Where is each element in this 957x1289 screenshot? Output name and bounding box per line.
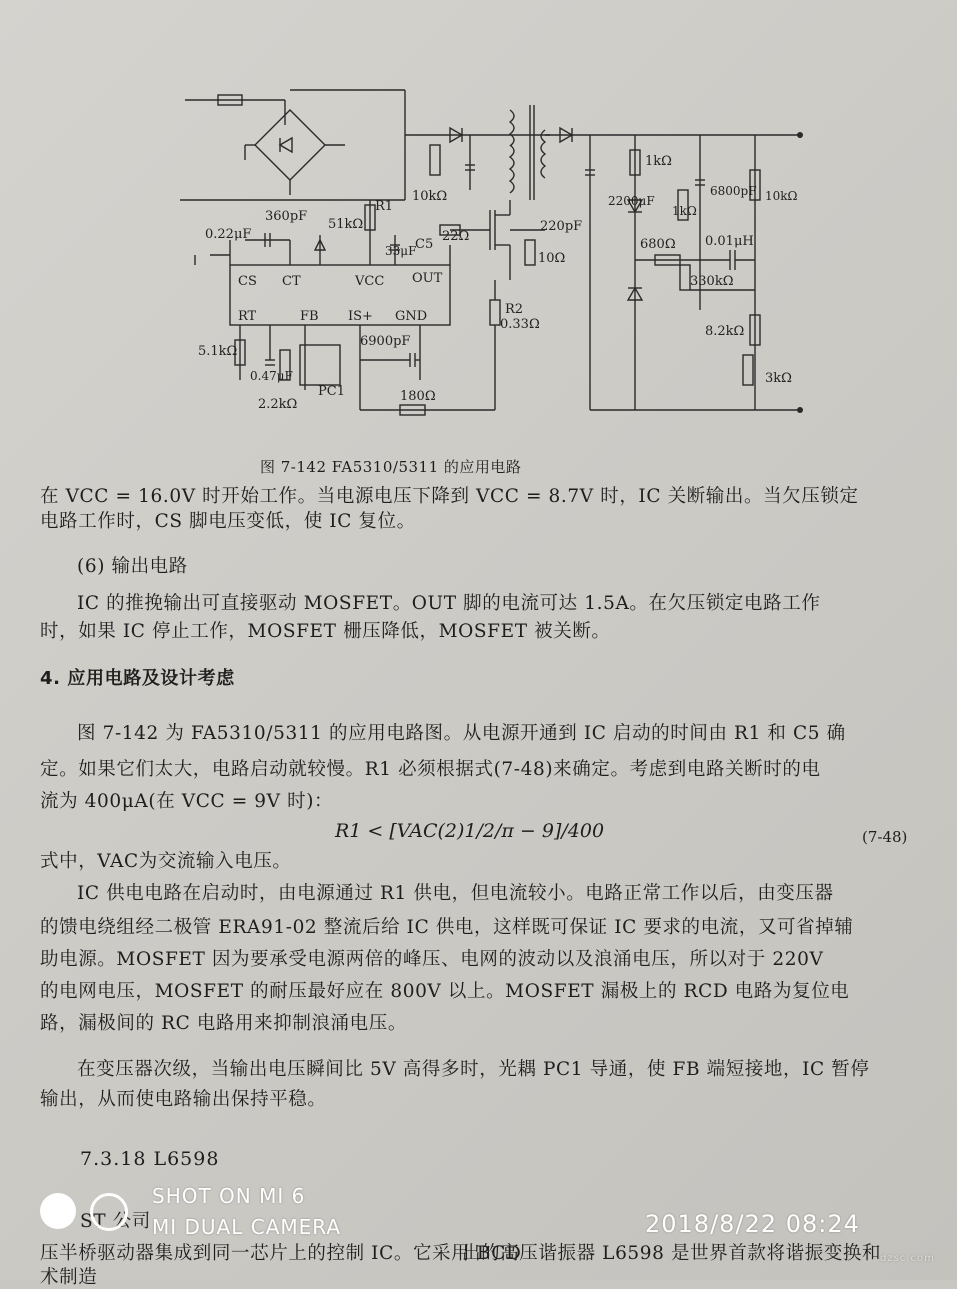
output-terminal-positive <box>797 132 803 138</box>
circuit-diagram <box>150 70 850 460</box>
label-r82: 8.2kΩ <box>705 324 745 339</box>
pin-ct: CT <box>282 274 301 289</box>
paragraph-l6598-2b: 出的高压谐振器 L6598 是世界首款将谐振变换和 <box>462 1243 882 1264</box>
paragraph-uvlo-1: 在 VCC = 16.0V 时开始工作。当电源电压下降到 VCC = 8.7V 时，IC 关断输出。当欠压锁定 <box>40 486 859 507</box>
pin-fb: FB <box>300 309 319 324</box>
label-r1k-a: 1kΩ <box>645 154 672 169</box>
timestamp-label: 2018/8/22 08:24 <box>645 1210 860 1238</box>
paragraph-l6598-3: 术制造 <box>40 1267 98 1288</box>
label-r22k: 2.2kΩ <box>258 397 298 412</box>
label-r1val: 51kΩ <box>328 217 364 232</box>
label-c5: C5 <box>415 237 434 252</box>
label-r330: 330kΩ <box>690 274 734 289</box>
label-r180: 180Ω <box>400 389 436 404</box>
paragraph-supply-5: 路，漏极间的 RC 电路用来抑制浪涌电压。 <box>40 1013 407 1034</box>
label-c2200: 2200μF <box>608 194 655 208</box>
label-r10: 10Ω <box>538 251 566 266</box>
paragraph-l6598-1: ST 公司 <box>80 1211 151 1232</box>
label-r2val: 0.33Ω <box>500 317 540 332</box>
paragraph-output-2: 时，如果 IC 停止工作，MOSFET 栅压降低，MOSFET 被关断。 <box>40 621 611 642</box>
paragraph-vac-note: 式中，VAC为交流输入电压。 <box>40 851 292 872</box>
paragraph-supply-4: 的电网电压，MOSFET 的耐压最好应在 800V 以上。MOSFET 漏极上的 RCD 电路为复位电 <box>40 981 850 1002</box>
optocoupler-pc1 <box>300 345 340 385</box>
label-r2: R2 <box>505 302 524 317</box>
label-c220: 220pF <box>540 219 583 234</box>
label-c360: 360pF <box>265 209 308 224</box>
paragraph-app-1: 图 7-142 为 FA5310/5311 的应用电路图。从电源开通到 IC 启动的时间由 R1 和 C5 确 <box>77 723 846 744</box>
paragraph-output-1: IC 的推挽输出可直接驱动 MOSFET。OUT 脚的电流可达 1.5A。在欠压锁定电路工作 <box>77 593 821 614</box>
equation-7-48: R1 < [VAC(2)1/2/π − 9]/400 <box>335 820 605 842</box>
shot-on-label: SHOT ON MI 6 <box>152 1184 306 1208</box>
label-r1: R1 <box>375 199 394 214</box>
paragraph-app-2: 定。如果它们太大，电路启动就较慢。R1 必须根据式(7-48)来确定。考虑到电路关断时的电 <box>40 759 821 780</box>
label-r51: 5.1kΩ <box>198 344 238 359</box>
label-c33: 33μF <box>385 244 417 258</box>
camera-logo-icon <box>40 1193 76 1229</box>
label-r10k-b: 10kΩ <box>765 189 798 203</box>
label-r10k: 10kΩ <box>412 189 448 204</box>
paragraph-supply-3: 助电源。MOSFET 因为要承受电源两倍的峰压、电网的波动以及浪涌电压，所以对于 220V <box>40 949 824 970</box>
label-c047: 0.47μF <box>250 369 293 383</box>
label-r1k-b: 1kΩ <box>672 204 697 218</box>
pin-rt: RT <box>238 309 257 324</box>
camera-model-label: MI DUAL CAMERA <box>152 1215 342 1239</box>
transformer-primary <box>510 110 514 146</box>
pin-gnd: GND <box>395 309 428 324</box>
section-title-l6598: 7.3.18 L6598 <box>80 1148 220 1170</box>
subheading-output-circuit: (6) 输出电路 <box>77 556 188 577</box>
label-r22: 22Ω <box>442 229 470 244</box>
label-c6800: 6800pF <box>710 184 757 198</box>
sense-resistor <box>490 300 500 325</box>
figure-caption: 图 7-142 FA5310/5311 的应用电路 <box>260 458 522 476</box>
label-l001: 0.01μH <box>705 234 754 249</box>
pin-cs: CS <box>238 274 257 289</box>
pin-out: OUT <box>412 271 443 286</box>
paragraph-app-3: 流为 400μA(在 VCC = 9V 时)： <box>40 791 334 812</box>
pin-isp: IS+ <box>348 309 373 324</box>
paragraph-l6598-2: 压半桥驱动器集成到同一芯片上的控制 IC。它采用 BCD <box>40 1243 522 1264</box>
section-heading-application: 4. 应用电路及设计考虑 <box>40 668 235 689</box>
output-terminal-negative <box>797 407 803 413</box>
equation-number: (7-48) <box>862 828 908 846</box>
label-c022: 0.22μF <box>205 227 252 242</box>
label-r3k: 3kΩ <box>765 371 792 386</box>
paragraph-uvlo-2: 电路工作时，CS 脚电压变低，使 IC 复位。 <box>40 511 416 532</box>
paragraph-supply-1: IC 供电电路在启动时，由电源通过 R1 供电，但电流较小。电路正常工作以后，由变压器 <box>77 883 834 904</box>
paragraph-secondary-2: 输出，从而使电路输出保持平稳。 <box>40 1089 327 1110</box>
paragraph-supply-2: 的馈电绕组经二极管 ERA91-02 整流后给 IC 供电，这样既可保证 IC 要求的电流，又可省掉辅 <box>40 917 854 938</box>
pin-vcc: VCC <box>355 274 385 289</box>
camera-ring-icon <box>90 1193 128 1231</box>
watermark-label: dzsc.com <box>880 1253 935 1264</box>
label-r680: 680Ω <box>640 237 676 252</box>
transformer-secondary <box>541 130 545 178</box>
paragraph-secondary-1: 在变压器次级，当输出电压瞬间比 5V 高得多时，光耦 PC1 导通，使 FB 端短接地，IC 暂停 <box>77 1059 870 1080</box>
label-c6900: 6900pF <box>360 334 411 349</box>
bridge-rectifier <box>255 110 325 180</box>
label-pc1: PC1 <box>318 384 345 399</box>
circuit-schematic <box>150 70 850 460</box>
